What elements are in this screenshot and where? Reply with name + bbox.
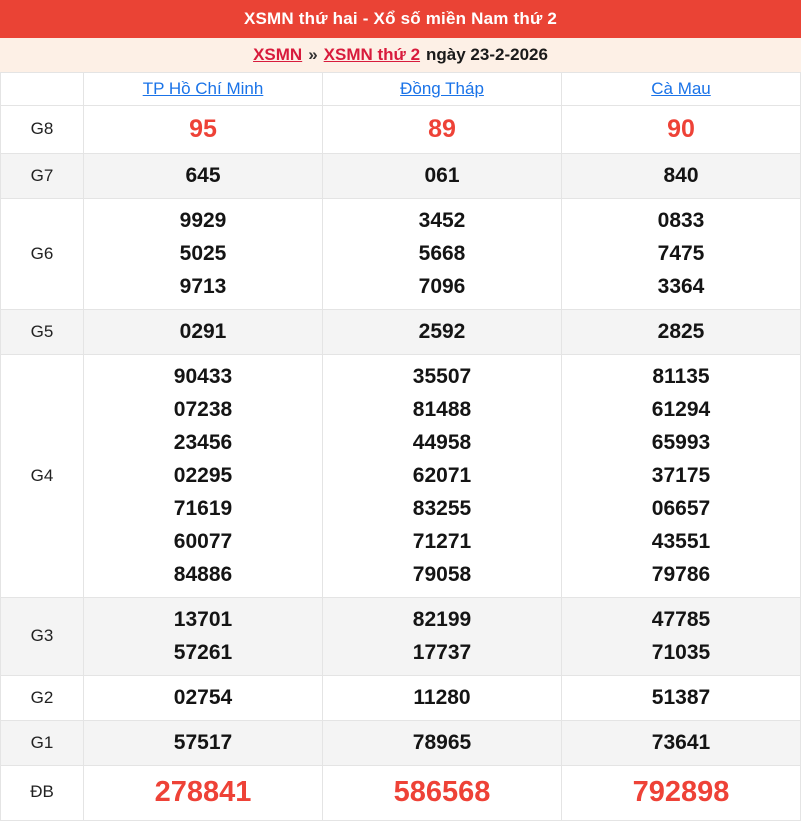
prize-label: ĐB bbox=[1, 766, 84, 821]
prize-label: G7 bbox=[1, 154, 84, 199]
results-table bbox=[0, 72, 801, 821]
prize-number: 79058 bbox=[412, 563, 472, 586]
prize-numbers-cell bbox=[323, 199, 562, 310]
prize-numbers-cell bbox=[323, 721, 562, 766]
prize-number: 0291 bbox=[179, 320, 227, 343]
prize-number: 645 bbox=[185, 164, 221, 187]
prize-number: 278841 bbox=[154, 776, 252, 808]
prize-number: 02295 bbox=[173, 464, 233, 487]
prize-numbers-cell bbox=[562, 598, 801, 676]
prize-row-g7 bbox=[1, 154, 801, 199]
prize-numbers-cell bbox=[562, 154, 801, 199]
prize-number: 792898 bbox=[632, 776, 730, 808]
prize-number: 81488 bbox=[412, 398, 472, 421]
prize-numbers-cell bbox=[323, 154, 562, 199]
prize-number: 79786 bbox=[651, 563, 711, 586]
prize-number: 3364 bbox=[657, 275, 705, 298]
prize-number: 89 bbox=[428, 115, 456, 143]
prize-numbers-cell bbox=[323, 598, 562, 676]
prize-label: G8 bbox=[1, 106, 84, 154]
prize-row-g1 bbox=[1, 721, 801, 766]
prize-number: 06657 bbox=[651, 497, 711, 520]
prize-numbers-cell bbox=[562, 676, 801, 721]
prize-number: 71271 bbox=[412, 530, 472, 553]
prize-number: 71035 bbox=[651, 641, 711, 664]
prize-number: 95 bbox=[189, 115, 217, 143]
prize-label: G3 bbox=[1, 598, 84, 676]
province-header-dong-thap bbox=[323, 73, 562, 106]
prize-number: 81135 bbox=[652, 365, 710, 388]
prize-number: 47785 bbox=[651, 608, 711, 631]
prize-numbers-cell bbox=[323, 310, 562, 355]
prize-number: 586568 bbox=[393, 776, 491, 808]
breadcrumb-separator: » bbox=[308, 45, 318, 64]
prize-row-g6 bbox=[1, 199, 801, 310]
corner-cell bbox=[1, 73, 84, 106]
prize-numbers-cell bbox=[84, 106, 323, 154]
breadcrumb-date: ngày 23-2-2026 bbox=[426, 45, 548, 64]
prize-numbers-cell bbox=[562, 106, 801, 154]
prize-number: 840 bbox=[663, 164, 699, 187]
prize-label: G4 bbox=[1, 355, 84, 598]
breadcrumb-link-xsmn-thu-2[interactable]: XSMN thứ 2 bbox=[323, 45, 421, 64]
page-title: XSMN thứ hai - Xổ số miền Nam thứ 2 bbox=[243, 9, 558, 28]
province-link-tp-ho-chi-minh[interactable]: TP Hồ Chí Minh bbox=[142, 79, 264, 98]
prize-numbers-cell bbox=[84, 355, 323, 598]
prize-number: 90 bbox=[667, 115, 695, 143]
prize-number: 2825 bbox=[657, 320, 705, 343]
prize-number: 71619 bbox=[173, 497, 233, 520]
prize-numbers-cell bbox=[84, 154, 323, 199]
prize-number: 35507 bbox=[412, 365, 472, 388]
province-header-ca-mau bbox=[562, 73, 801, 106]
prize-row-g2 bbox=[1, 676, 801, 721]
prize-row-g8 bbox=[1, 106, 801, 154]
prize-number: 5025 bbox=[179, 242, 227, 265]
province-header-tp-ho-chi-minh bbox=[84, 73, 323, 106]
province-link-dong-thap[interactable]: Đồng Tháp bbox=[400, 79, 484, 98]
prize-numbers-cell bbox=[84, 199, 323, 310]
page-header bbox=[0, 0, 801, 38]
prize-number: 9929 bbox=[179, 209, 227, 232]
prize-number: 61294 bbox=[651, 398, 711, 421]
province-header-row bbox=[1, 73, 801, 106]
prize-numbers-cell bbox=[562, 310, 801, 355]
prize-number: 5668 bbox=[418, 242, 466, 265]
prize-numbers-cell bbox=[84, 676, 323, 721]
prize-number: 3452 bbox=[418, 209, 466, 232]
prize-numbers-cell bbox=[323, 676, 562, 721]
prize-number: 23456 bbox=[173, 431, 233, 454]
prize-row-đb bbox=[1, 766, 801, 821]
prize-table-body bbox=[1, 106, 801, 821]
prize-label: G6 bbox=[1, 199, 84, 310]
breadcrumb bbox=[0, 38, 801, 72]
prize-number: 2592 bbox=[418, 320, 466, 343]
prize-number: 7475 bbox=[657, 242, 705, 265]
prize-label: G1 bbox=[1, 721, 84, 766]
prize-numbers-cell bbox=[84, 598, 323, 676]
prize-number: 0833 bbox=[657, 209, 705, 232]
prize-numbers-cell bbox=[323, 355, 562, 598]
prize-number: 57517 bbox=[173, 731, 233, 754]
prize-numbers-cell bbox=[562, 721, 801, 766]
prize-number: 60077 bbox=[173, 530, 233, 553]
prize-number: 13701 bbox=[173, 608, 233, 631]
prize-row-g4 bbox=[1, 355, 801, 598]
prize-number: 07238 bbox=[173, 398, 233, 421]
prize-number: 061 bbox=[424, 164, 460, 187]
prize-number: 37175 bbox=[651, 464, 711, 487]
prize-numbers-cell bbox=[562, 355, 801, 598]
prize-number: 84886 bbox=[173, 563, 233, 586]
prize-number: 51387 bbox=[651, 686, 711, 709]
prize-number: 82199 bbox=[412, 608, 472, 631]
prize-numbers-cell bbox=[84, 721, 323, 766]
prize-number: 73641 bbox=[651, 731, 711, 754]
prize-row-g5 bbox=[1, 310, 801, 355]
prize-number: 57261 bbox=[173, 641, 233, 664]
prize-number: 9713 bbox=[179, 275, 227, 298]
prize-number: 02754 bbox=[173, 686, 233, 709]
prize-number: 11280 bbox=[413, 686, 471, 709]
province-link-ca-mau[interactable]: Cà Mau bbox=[651, 79, 711, 98]
prize-number: 7096 bbox=[418, 275, 466, 298]
prize-number: 44958 bbox=[412, 431, 472, 454]
prize-numbers-cell bbox=[323, 766, 562, 821]
prize-numbers-cell bbox=[562, 766, 801, 821]
prize-numbers-cell bbox=[323, 106, 562, 154]
prize-numbers-cell bbox=[84, 766, 323, 821]
prize-number: 90433 bbox=[173, 365, 233, 388]
prize-row-g3 bbox=[1, 598, 801, 676]
prize-number: 78965 bbox=[412, 731, 472, 754]
prize-number: 62071 bbox=[412, 464, 472, 487]
prize-numbers-cell bbox=[562, 199, 801, 310]
prize-label: G5 bbox=[1, 310, 84, 355]
prize-number: 43551 bbox=[651, 530, 711, 553]
prize-label: G2 bbox=[1, 676, 84, 721]
breadcrumb-link-xsmn[interactable]: XSMN bbox=[253, 45, 303, 64]
prize-number: 65993 bbox=[651, 431, 711, 454]
prize-number: 83255 bbox=[412, 497, 472, 520]
prize-numbers-cell bbox=[84, 310, 323, 355]
prize-number: 17737 bbox=[412, 641, 472, 664]
